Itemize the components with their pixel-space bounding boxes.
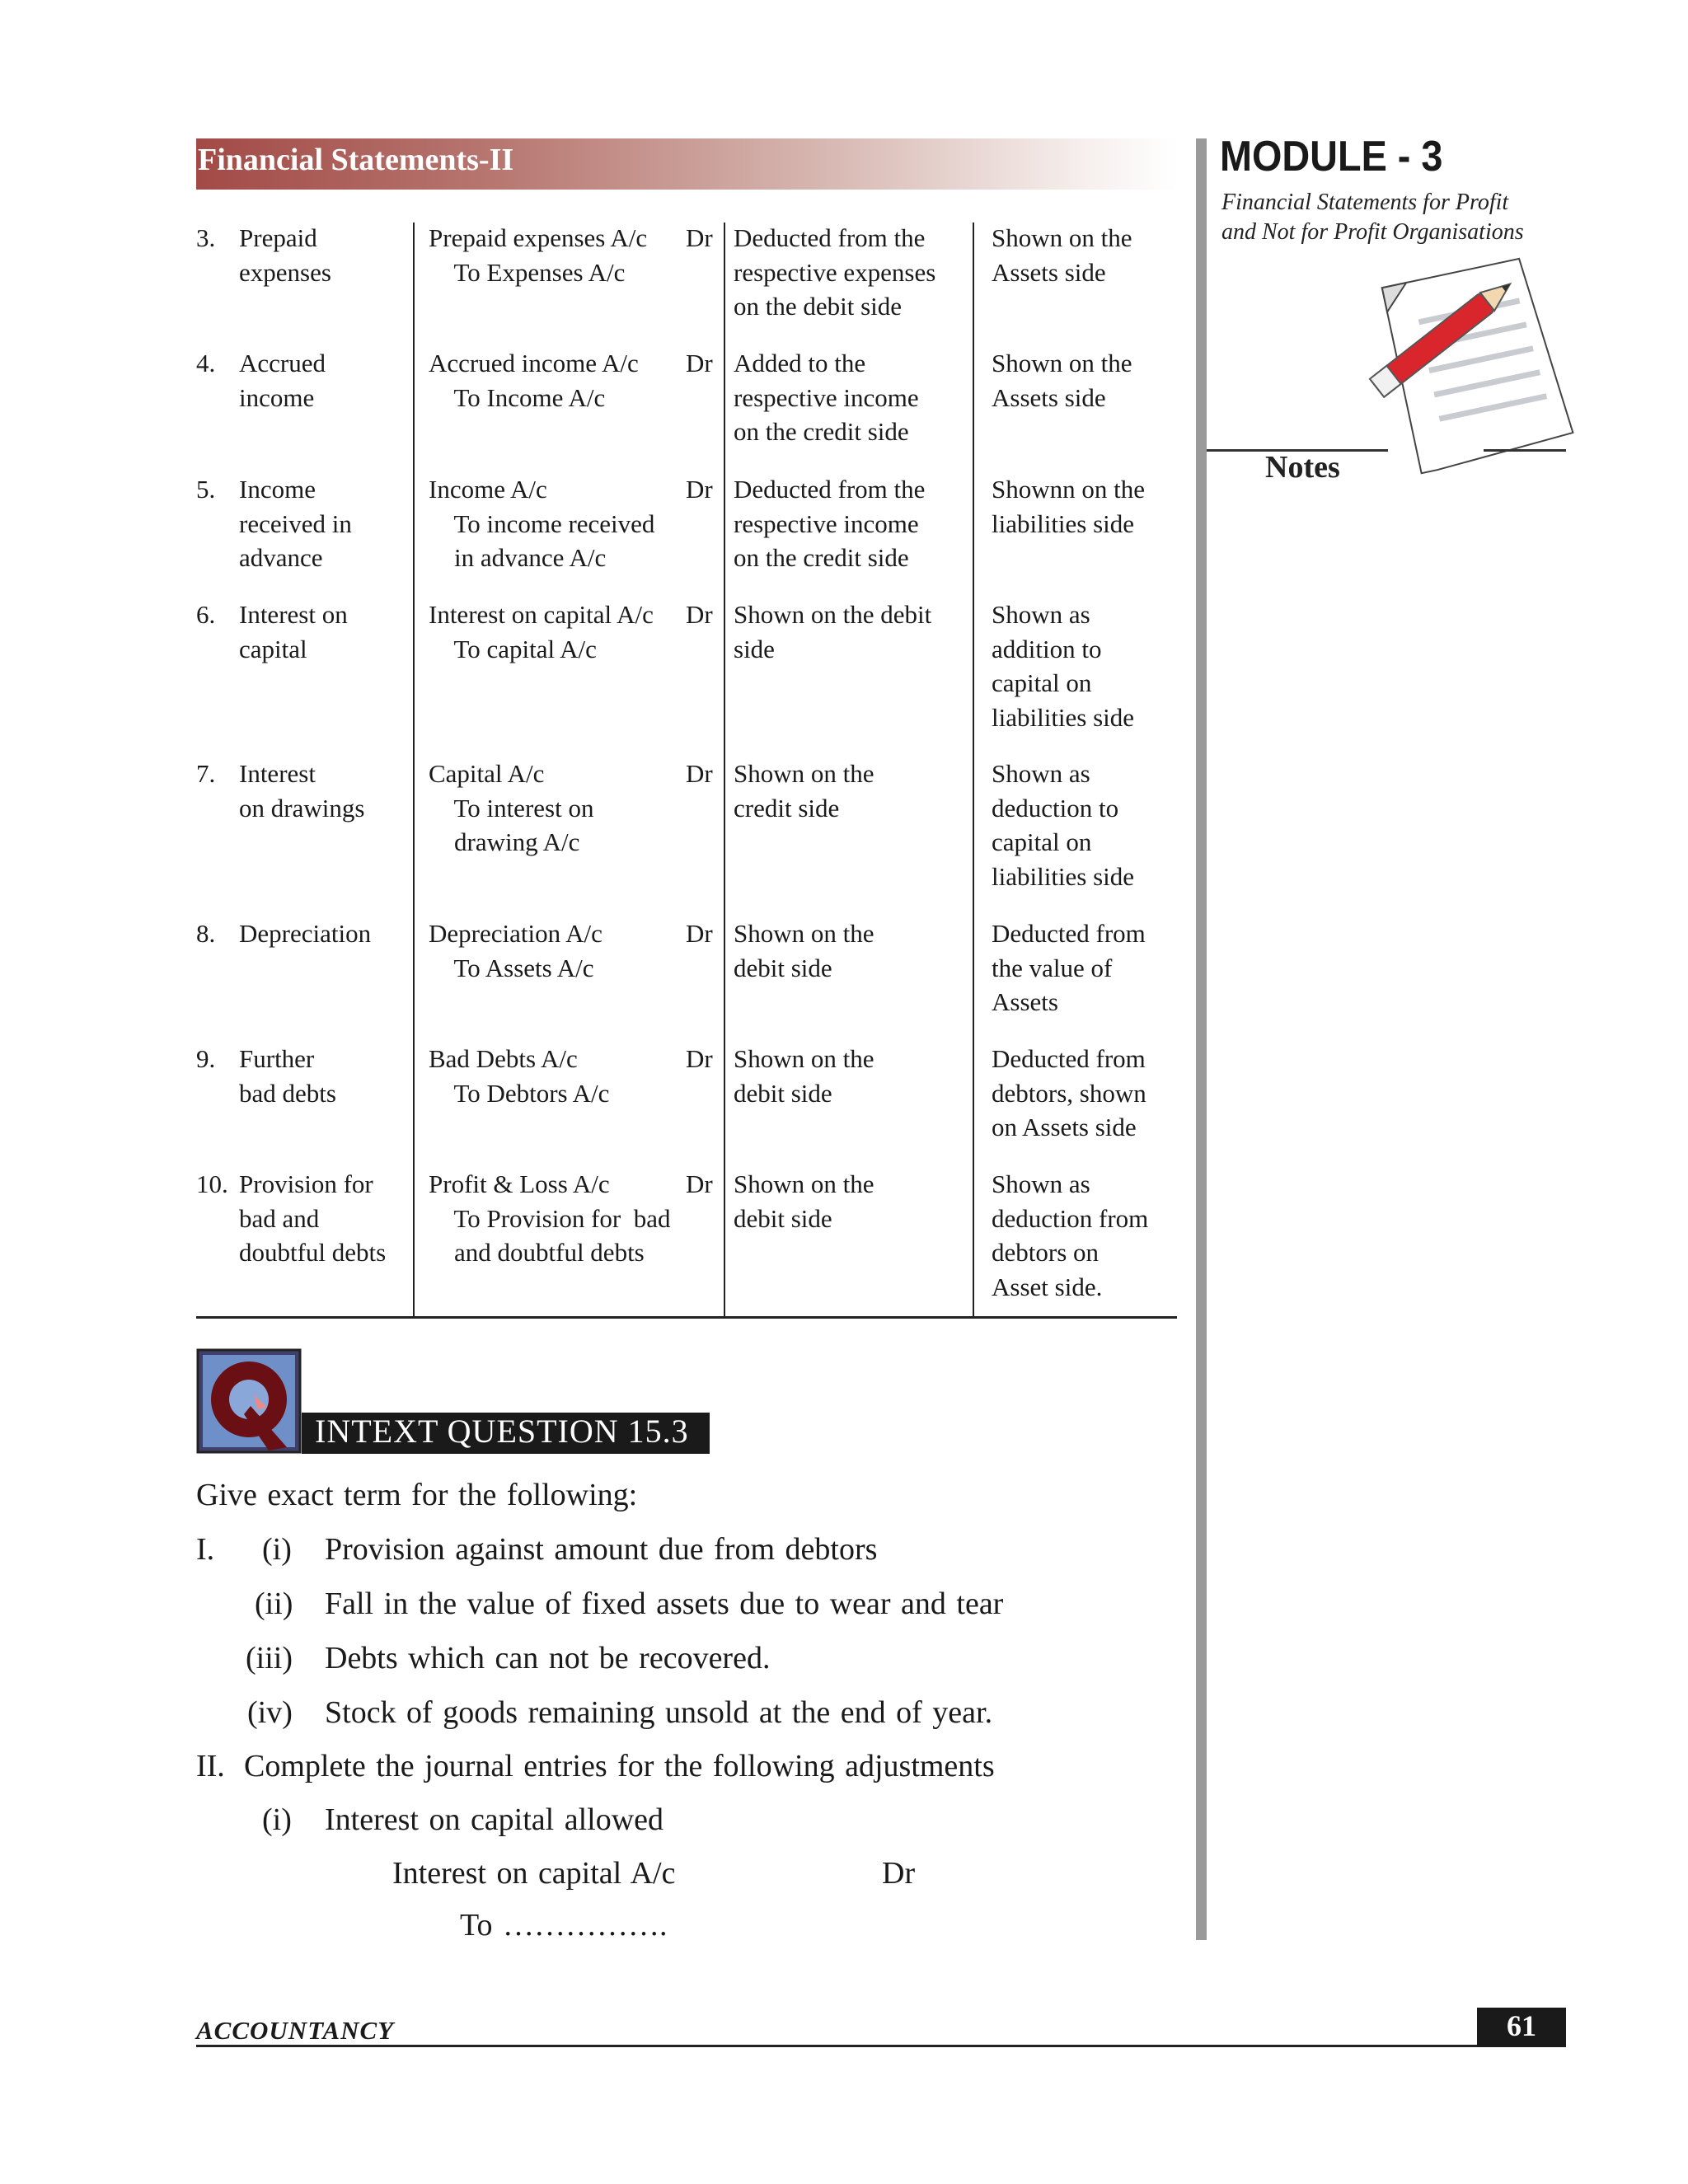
trading-pl-treatment: Shown on the debit side [734,1044,874,1108]
debit-marker: Dr [686,759,713,788]
balance-sheet-treatment: Shown as addition to capital on liabilities side [992,600,1135,732]
adjustment-item: Further bad debts [239,1044,336,1108]
table-bottom-rule [196,1316,1177,1319]
journal-debit-line: Interest on capital A/c [392,1856,676,1891]
module-title: MODULE - 3 [1220,133,1443,180]
part-label: I. [196,1532,215,1567]
trading-pl-treatment: Added to the respective income on the credit side [734,349,919,446]
journal-entry: Income A/c To income received in advance A/c [429,475,655,572]
intext-question-title: INTEXT QUESTION 15.3 [315,1413,689,1450]
item-label: (iv) [247,1695,293,1730]
table-column-divider [973,223,974,1319]
journal-credit-line: To ……………. [460,1908,668,1943]
footer-subject: ACCOUNTANCY [196,2016,395,2045]
trading-pl-treatment: Shown on the credit side [734,759,874,823]
margin-divider [1196,138,1207,1940]
item-label: (ii) [255,1586,293,1621]
row-number: 9. [196,1044,216,1073]
q-question-icon [196,1348,302,1454]
row-number: 5. [196,475,216,504]
trading-pl-treatment: Shown on the debit side [734,919,874,982]
page-number: 61 [1507,2009,1536,2042]
journal-entry: Interest on capital A/c To capital A/c [429,600,654,663]
item-text: Provision against amount due from debtors [325,1532,878,1567]
item-text: Stock of goods remaining unsold at the end of year. [325,1695,993,1730]
item-text: Debts which can not be recovered. [325,1641,771,1675]
item-text: Interest on capital allowed [325,1802,664,1837]
adjustment-item: Depreciation [239,919,372,948]
notes-label: Notes [1265,450,1340,485]
table-column-divider [413,223,415,1319]
trading-pl-treatment: Deducted from the respective expenses on the debit side [734,223,936,321]
journal-entry: Profit & Loss A/c To Provision for bad and doubtful debts [429,1169,671,1267]
table-column-divider [724,223,725,1319]
trading-pl-treatment: Shown on the debit side [734,1169,874,1233]
item-label: (i) [262,1802,292,1837]
debit-marker: Dr [686,475,713,504]
balance-sheet-treatment: Deducted from the value of Assets [992,919,1146,1016]
balance-sheet-treatment: Shown on the Assets side [992,223,1132,287]
debit-marker: Dr [686,349,713,377]
module-subtitle-line1: Financial Statements for Profit [1221,190,1509,215]
adjustment-item: Prepaid expenses [239,223,331,287]
balance-sheet-treatment: Shownn on the liabilities side [992,475,1145,538]
notes-rule-right [1484,449,1566,452]
debit-marker: Dr [686,223,713,252]
journal-entry: Capital A/c To interest on drawing A/c [429,759,594,856]
item-label: (i) [262,1532,292,1567]
journal-dr: Dr [882,1856,916,1891]
row-number: 6. [196,600,216,629]
row-number: 4. [196,349,216,377]
adjustment-item: Accrued income [239,349,326,412]
chapter-title: Financial Statements-II [198,143,514,177]
item-text: Fall in the value of fixed assets due to wear and tear [325,1586,1004,1621]
debit-marker: Dr [686,1044,713,1073]
trading-pl-treatment: Deducted from the respective income on the credit side [734,475,926,572]
debit-marker: Dr [686,600,713,629]
row-number: 7. [196,759,216,788]
item-label: (iii) [246,1641,293,1675]
balance-sheet-treatment: Shown as deduction to capital on liabilities side [992,759,1135,891]
balance-sheet-treatment: Shown as deduction from debtors on Asset side. [992,1169,1149,1301]
journal-entry: Accrued income A/c To Income A/c [429,349,639,412]
module-subtitle-line2: and Not for Profit Organisations [1221,219,1524,245]
balance-sheet-treatment: Shown on the Assets side [992,349,1132,412]
row-number: 10. [196,1169,228,1198]
journal-entry: Depreciation A/c To Assets A/c [429,919,603,982]
row-number: 8. [196,919,216,948]
debit-marker: Dr [686,1169,713,1198]
journal-entry: Prepaid expenses A/c To Expenses A/c [429,223,648,287]
trading-pl-treatment: Shown on the debit side [734,600,932,663]
adjustment-item: Interest on drawings [239,759,365,823]
footer-rule [196,2045,1564,2047]
module-subtitle [1221,188,1609,247]
journal-entry: Bad Debts A/c To Debtors A/c [429,1044,610,1108]
question-instruction: Give exact term for the following: [196,1478,638,1512]
part-text: Complete the journal entries for the following adjustments [244,1749,995,1783]
adjustment-item: Interest on capital [239,600,348,663]
row-number: 3. [196,223,216,252]
balance-sheet-treatment: Deducted from debtors, shown on Assets side [992,1044,1146,1141]
adjustment-item: Provision for bad and doubtful debts [239,1169,387,1267]
debit-marker: Dr [686,919,713,948]
part-label: II. [196,1749,225,1783]
adjustment-item: Income received in advance [239,475,352,572]
